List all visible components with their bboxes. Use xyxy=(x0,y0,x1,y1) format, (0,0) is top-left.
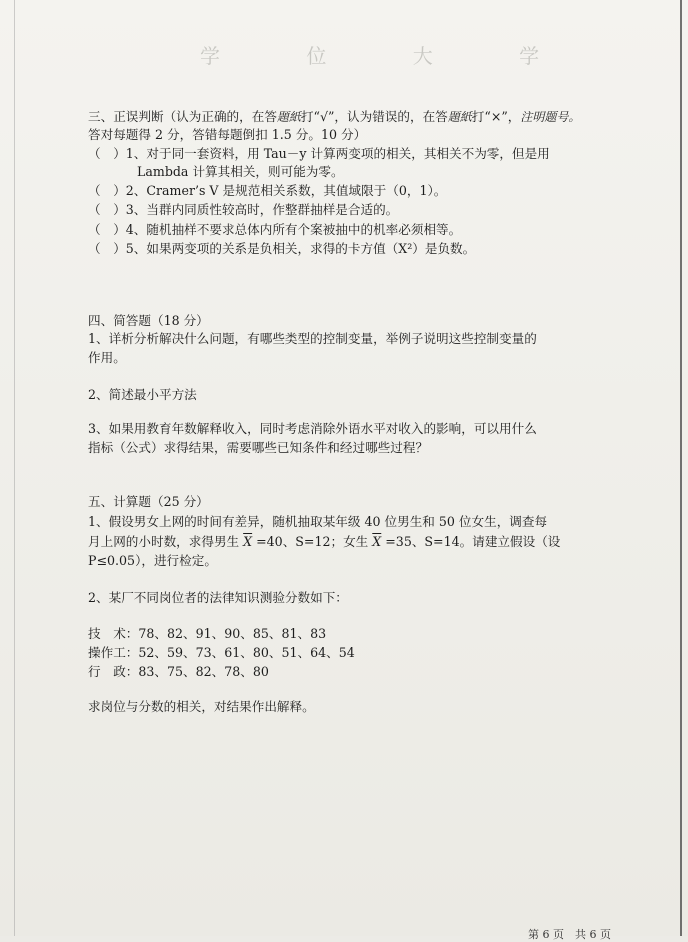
s5-q1b-part2: =40、S=12；女生 xyxy=(252,534,373,549)
section4-title: 四、简答题（18 分） xyxy=(88,313,209,328)
s5-question-2: 2、某厂不同岗位者的法律知识测验分数如下： xyxy=(88,590,348,605)
score-row-admin: 行 政：83、75、82、78、80 xyxy=(88,664,269,679)
bleed-through-header: 学 位 大 学 xyxy=(200,44,580,68)
s3-question-1b: Lambda 计算其相关，则可能为零。 xyxy=(137,164,344,179)
s4-question-3b: 指标（公式）求得结果，需要哪些已知条件和经过哪些过程？ xyxy=(88,440,429,455)
section3-instructions-line2: 答对每题得 2 分，答错每题倒扣 1.5 分。10 分） xyxy=(88,127,367,142)
s4-question-3a: 3、如果用教育年数解释收入，同时考虑消除外语水平对收入的影响，可以用什么 xyxy=(88,421,537,436)
scan-edge-left xyxy=(14,0,15,936)
score-row-technical: 技 术：78、82、91、90、85、81、83 xyxy=(88,626,327,641)
s3-question-3: （ ）3、当群内同质性较高时，作整群抽样是合适的。 xyxy=(88,202,399,217)
handwritten-correction-2: 題紙 xyxy=(447,110,472,124)
s3-question-1a: （ ）1、对于同一套资料，用 Tau－y 计算两变项的相关，其相关不为零，但是用 xyxy=(88,146,550,161)
s5-question-1a: 1、假设男女上网的时间有差异，随机抽取某年级 40 位男生和 50 位女生，调查每 xyxy=(88,514,548,529)
handwritten-correction-1: 題紙 xyxy=(276,110,301,124)
mean-symbol-female: $\overline{X}$ xyxy=(372,534,382,549)
s3-question-5: （ ）5、如果两变项的关系是负相关，求得的卡方值（X²）是负数。 xyxy=(88,241,476,256)
mean-symbol-male: $\overline{X}$ xyxy=(243,534,253,549)
s5-question-1b xyxy=(88,534,560,550)
s3-l1-a: 三、正误判断（认为正确的，在答 xyxy=(88,109,277,124)
s3-l1-c: 打“√”，认为错误的，在答 xyxy=(300,109,448,124)
s4-question-1b: 作用。 xyxy=(88,350,126,365)
page-footer: 第 6 页 共 6 页 xyxy=(528,928,611,941)
s5-question-1c: P≤0.05），进行检定。 xyxy=(88,553,217,568)
score-row-operator: 操作工：52、59、73、61、80、51、64、54 xyxy=(88,645,355,660)
scan-edge-right xyxy=(680,0,682,936)
s3-l1-e: 打“×”， xyxy=(471,109,521,124)
s5-q1b-part3: =35、S=14。请建立假设（设 xyxy=(381,534,561,549)
s5-q1b-part1: 月上网的小时数，求得男生 xyxy=(88,534,244,549)
s3-question-2: （ ）2、Cramer’s V 是规范相关系数，其值域限于（0，1）。 xyxy=(88,183,447,198)
s4-question-1a: 1、详析分析解决什么问题，有哪些类型的控制变量，举例子说明这些控制变量的 xyxy=(88,331,537,346)
handwritten-note: 注明题号。 xyxy=(520,110,581,124)
s4-question-2: 2、简述最小平方法 xyxy=(88,387,197,402)
s5-conclusion: 求岗位与分数的相关，对结果作出解释。 xyxy=(88,699,315,714)
section5-title: 五、计算题（25 分） xyxy=(88,494,209,509)
section3-instructions-line1 xyxy=(88,109,580,125)
s3-question-4: （ ）4、随机抽样不要求总体内所有个案被抽中的机率必须相等。 xyxy=(88,222,462,237)
